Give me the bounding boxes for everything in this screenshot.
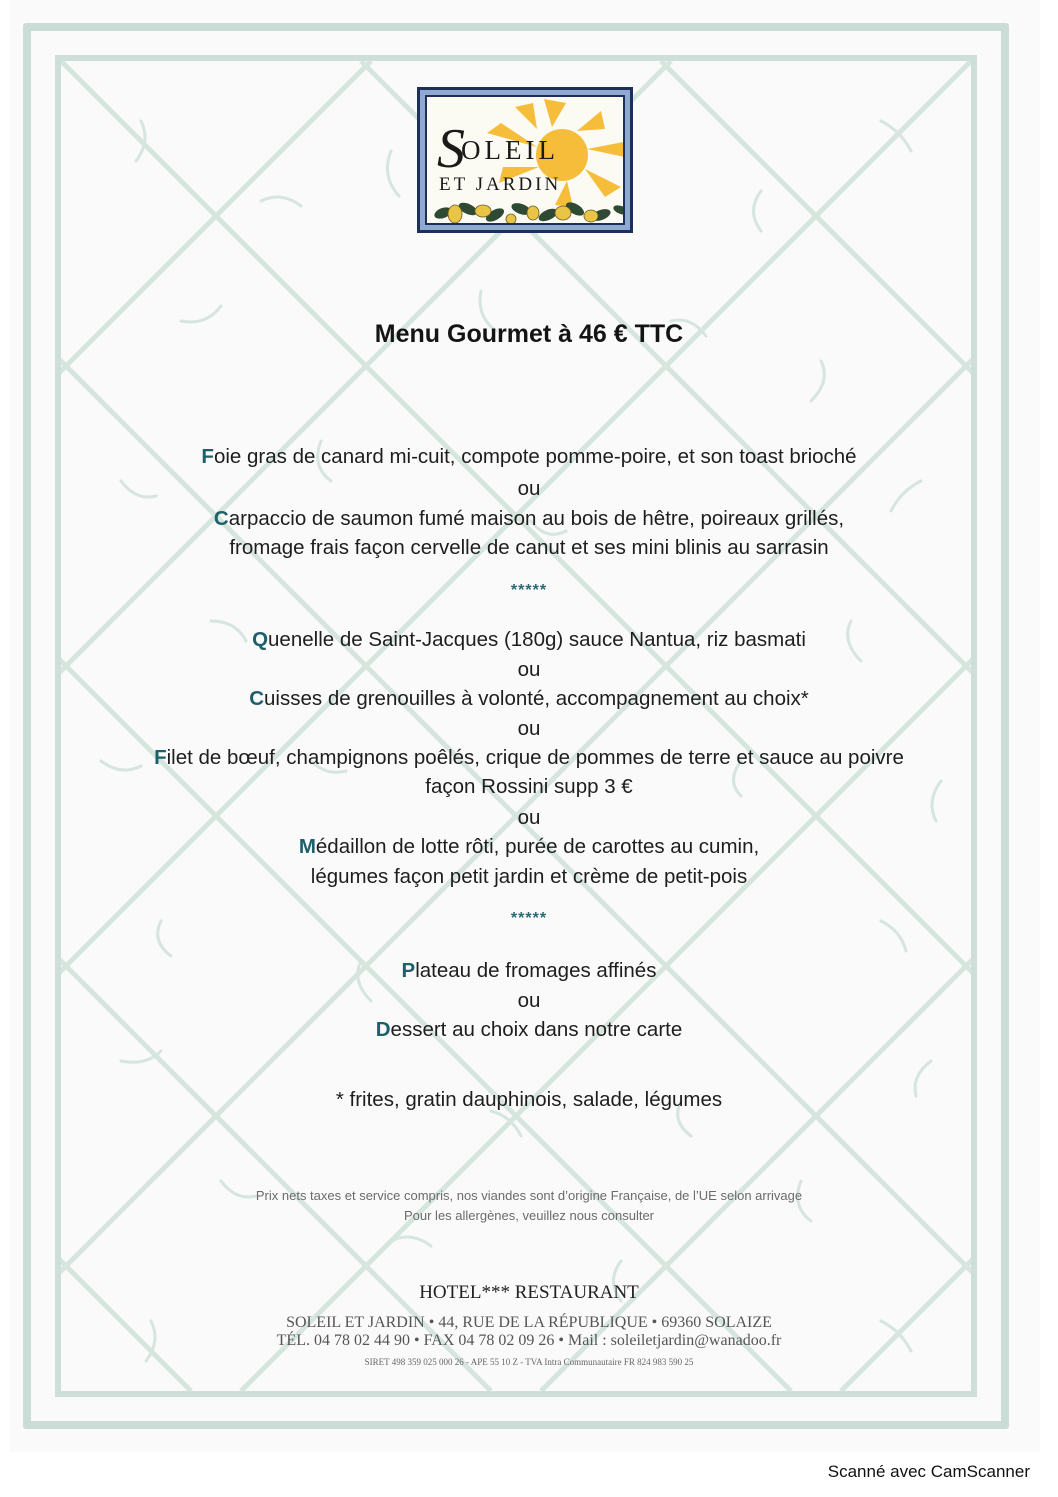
- main-1: Quenelle de Saint-Jacques (180g) sauce Nantua, riz basmati: [252, 628, 806, 651]
- allergen-note: Pour les allergènes, veuillez nous consulter: [403, 1208, 655, 1223]
- or-separator: ou: [517, 806, 541, 829]
- legal-info: SIRET 498 359 025 000 26 - APE 55 10 Z - TVA Intra Communautaire FR 824 983 590 25: [364, 1357, 694, 1367]
- or-separator: ou: [517, 989, 541, 1012]
- main-3-line-2: façon Rossini supp 3 €: [425, 775, 633, 798]
- scanner-watermark: Scanné avec CamScanner: [827, 1462, 1030, 1481]
- starter-2: Carpaccio de saumon fumé maison au bois de hêtre, poireaux grillés,: [213, 507, 845, 530]
- starter-1: Foie gras de canard mi-cuit, compote pomme-poire, et son toast brioché: [201, 445, 857, 468]
- course-separator: *****: [510, 582, 548, 599]
- starter-2-line-2: fromage frais façon cervelle de canut et ses mini blinis au sarrasin: [229, 536, 829, 559]
- or-separator: ou: [517, 477, 541, 500]
- hotel-heading: HOTEL*** RESTAURANT: [419, 1282, 639, 1303]
- dessert-2: Dessert au choix dans notre carte: [375, 1018, 683, 1041]
- logo-title: SOLEIL: [437, 118, 559, 180]
- price-note: Prix nets taxes et service compris, nos viandes sont d’origine Française, de l’UE selon arrivage: [255, 1188, 803, 1203]
- lemon-garland-icon: [433, 197, 625, 225]
- side-dishes-footnote: * frites, gratin dauphinois, salade, légumes: [335, 1088, 723, 1111]
- hotel-contact: TÉL. 04 78 02 44 90 • FAX 04 78 02 09 26 • Mail : soleiletjardin@wanadoo.fr: [276, 1332, 782, 1349]
- or-separator: ou: [517, 658, 541, 681]
- main-4: Médaillon de lotte rôti, purée de carottes au cumin,: [298, 835, 760, 858]
- hotel-address: SOLEIL ET JARDIN • 44, RUE DE LA RÉPUBLIQUE • 69360 SOLAIZE: [286, 1314, 772, 1331]
- main-2: Cuisses de grenouilles à volonté, accompagnement au choix*: [249, 687, 809, 710]
- main-4-line-2: légumes façon petit jardin et crème de petit-pois: [310, 865, 748, 888]
- logo-subtitle: ET JARDIN: [439, 174, 562, 195]
- dessert-1: Plateau de fromages affinés: [401, 959, 657, 982]
- restaurant-logo: [417, 87, 633, 233]
- course-separator: *****: [510, 910, 548, 927]
- main-3: Filet de bœuf, champignons poêlés, crique de pommes de terre et sauce au poivre: [154, 746, 904, 769]
- or-separator: ou: [517, 717, 541, 740]
- menu-title: Menu Gourmet à 46 € TTC: [374, 320, 684, 348]
